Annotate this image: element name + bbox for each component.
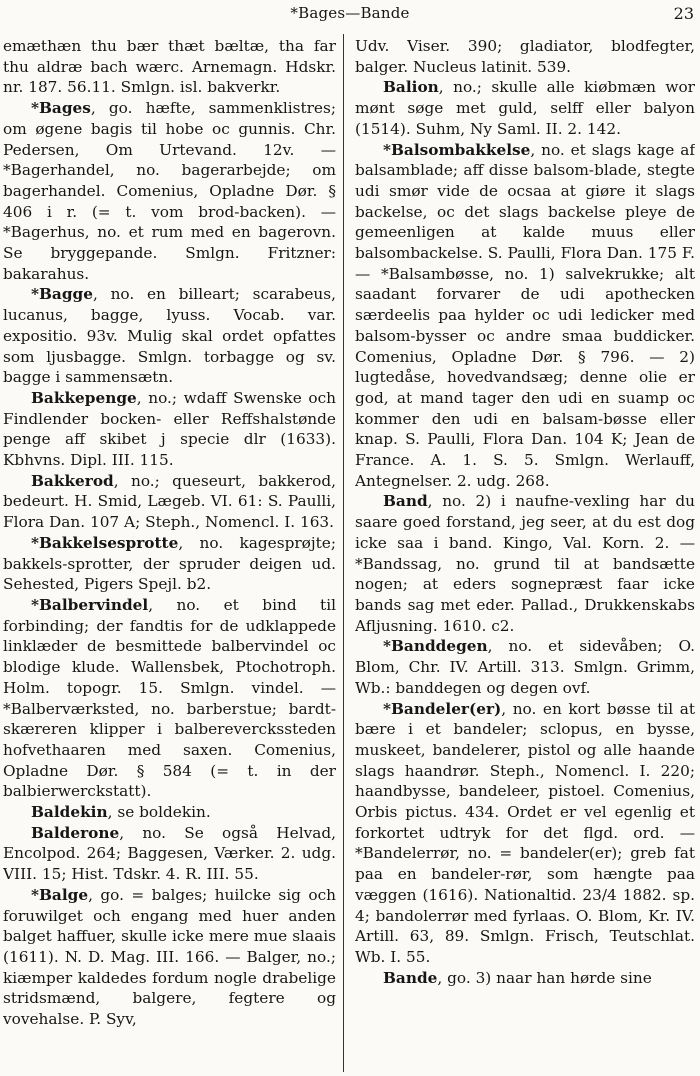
dictionary-entry <box>355 36 695 77</box>
dictionary-entry <box>3 471 336 533</box>
entry-text: , no. et sidevåben; O. Blom, Chr. IV. Artill. 313. Smlgn. Grimm, Wb.: banddegen og degen ovf. <box>355 637 695 697</box>
dictionary-entry <box>3 885 336 1030</box>
entry-text: , no. 2) i naufne-vexling har du saare goed forstand, jeg seer, at du est dog icke saa i band. Kingo, Val. Korn. 2. — *Bandssag, no. grund til at bandsætte nogen; at eders sognepræst faar icke bands sag met eder. Pallad., Drukkenskabs Afljusning. 1610. c2. <box>355 492 695 635</box>
entry-text: , no. Se også Helvad, Encolpod. 264; Baggesen, Værker. 2. udg. VIII. 15; Hist. Tdskr. 4. R. III. 55. <box>3 823 336 884</box>
dictionary-entry <box>3 595 336 802</box>
entry-headword: *Bages <box>31 99 91 118</box>
running-head: *Bages—Bande <box>290 4 410 22</box>
entry-headword: *Bandeler(er) <box>383 699 502 718</box>
entry-headword: *Banddegen <box>383 637 488 656</box>
dictionary-entry <box>3 284 336 388</box>
entry-text: , no. en kort bøsse til at bære i et bandeler; sclopus, en bysse, muskeet, bandelerer, pistol og alle haande slags haandrør. Steph., Nomencl. I. 220; haandbysse, bandeleer, pistoel. Comenius, Orbis pictus. 434. Ordet er vel egenlig et forkortet udtryk for det flgd. ord. — *Bandelerrør, no. = bandeler(er); greb fat paa en bandeler-rør, som hængte paa væggen (1616). Nationaltid. 23/4 1882. sp. 4; bandolerrør med fyrlaas. O. Blom, Kr. IV. Artill. 63, 89. Smlgn. Frisch, Teutschlat. Wb. I. 55. <box>355 699 695 966</box>
entry-text: , no.; queseurt, bakkerod, bedeurt. H. Smid, Lægeb. VI. 61: S. Paulli, Flora Dan. 107 A; Steph., Nomencl. I. 163. <box>3 471 336 532</box>
entry-headword: Bakkerod <box>31 471 114 490</box>
page-header <box>0 4 700 26</box>
entry-headword: *Balsombakkelse <box>383 140 531 159</box>
entry-text: , go. = balges; huilcke sig och foruwilget och engang med huer anden balget haffuer, skulle icke mere mue slaais (1611). N. D. Mag. III. 166. — Balger, no.; kiæmper kaldedes fordum nogle drabelige stridsmænd, balgere, fegtere og vovehalse. P. Syv, <box>3 885 336 1029</box>
dictionary-entry <box>355 699 695 968</box>
entry-text: , no. et bind til forbinding; der fandtis for de udklappede linklæder de besmittede balbervindel oc blodige klude. Wallensbek, Ptochotroph. Holm. topogr. 15. Smlgn. vindel. — *Balberværksted, no. barberstue; bardt-skæreren klipper i balbereverckssteden hofvethaaren med saxen. Comenius, Opladne Dør. § 584 (= t. in der balbierwerckstatt). <box>3 595 336 801</box>
entry-text: Udv. Viser. 390; gladiator, blodfegter, balger. Nucleus latinit. 539. <box>355 37 695 76</box>
dictionary-entry <box>355 491 695 636</box>
dictionary-entry <box>355 636 695 698</box>
entry-text: , no.; skulle alle kiøbmæn wor mønt søge met guld, selff eller balyon (1514). Suhm, Ny Saml. II. 2. 142. <box>355 78 695 138</box>
dictionary-entry <box>355 968 695 989</box>
entry-text: , no. et slags kage af balsamblade; aff disse balsom-blade, stegte udi smør vide de ocsaa at giøre it slags backelse, oc det slags backelse pleye de gemeenligen at kalde muus eller balsombackelse. S. Paulli, Flora Dan. 175 F. — *Balsambøsse, no. 1) salvekrukke; alt saadant forvarer de udi apothecken særdeelis paa hylder oc udi ledicker med balsom-bysser oc andre smaa buddicker. Comenius, Opladne Dør. § 796. — 2) lugtedåse, hovedvandsæg; denne olie er god, at mand tager den udi en suamp oc kommer den udi en balsam-bøsse eller knap. S. Paulli, Flora Dan. 104 K; Jean de France. A. 1. S. 5. Smlgn. Werlauff, Antegnelser. 2. udg. 268. <box>355 140 695 490</box>
left-column <box>3 36 336 1072</box>
entry-headword: *Balge <box>31 885 89 904</box>
dictionary-entry <box>3 533 336 595</box>
entry-text: , go. hæfte, sammenklistres; om øgene bagis til hobe oc gunnis. Chr. Pedersen, Om Urtevand. 12v. — *Bagerhandel, no. bagerarbejde; om bagerhandel. Comenius, Opladne Dør. § 406 i r. (= t. vom brod-backen). — *Bagerhus, no. et rum med en bagerovn. Se bryggepande. Smlgn. Fritzner: bakarahus. <box>3 99 336 283</box>
entry-text: , no.; wdaff Swenske och Findlender bocken- eller Reffshalstønde penge aff skibet j specie dlr (1633). Kbhvns. Dipl. III. 115. <box>3 388 336 470</box>
entry-headword: *Balbervindel <box>31 595 149 614</box>
entry-headword: Balderone <box>31 823 120 842</box>
entry-text: , se boldekin. <box>107 803 211 822</box>
dictionary-entry <box>3 36 336 98</box>
dictionary-entry <box>3 98 336 284</box>
entry-text: , no. kagesprøjte; bakkels-sprotter, der spruder deigen ud. Sehested, Pigers Spejl. b2. <box>3 533 336 594</box>
entry-headword: Bakkepenge <box>31 388 137 407</box>
entry-text: , go. 3) naar han hørde sine <box>437 968 652 987</box>
page-number: 23 <box>673 4 694 23</box>
dictionary-entry <box>3 388 336 471</box>
entry-headword: *Bakkelsesprotte <box>31 533 179 552</box>
entry-text: , no. en billeart; scarabeus, lucanus, bagge, lyuss. Vocab. var. expositio. 93v. Mulig skal ordet opfattes som ljusbagge. Smlgn. torbagge og sv. bagge i sammensætn. <box>3 285 336 387</box>
dictionary-entry <box>355 77 695 139</box>
entry-headword: Bande <box>383 968 438 987</box>
right-column <box>355 36 695 1072</box>
dictionary-entry <box>3 823 336 885</box>
entry-headword: *Bagge <box>31 285 93 304</box>
dictionary-entry <box>355 140 695 492</box>
column-divider <box>343 34 344 1072</box>
entry-headword: Band <box>383 492 428 511</box>
entry-text: emæthæn thu bær thæt bæltæ, tha far thu aldræ bach wærc. Arnemagn. Hdskr. nr. 187. 56.11. Smlgn. isl. bakverkr. <box>3 37 336 97</box>
dictionary-entry <box>3 802 336 823</box>
entry-headword: Baldekin <box>31 803 108 822</box>
entry-headword: Balion <box>383 78 439 97</box>
